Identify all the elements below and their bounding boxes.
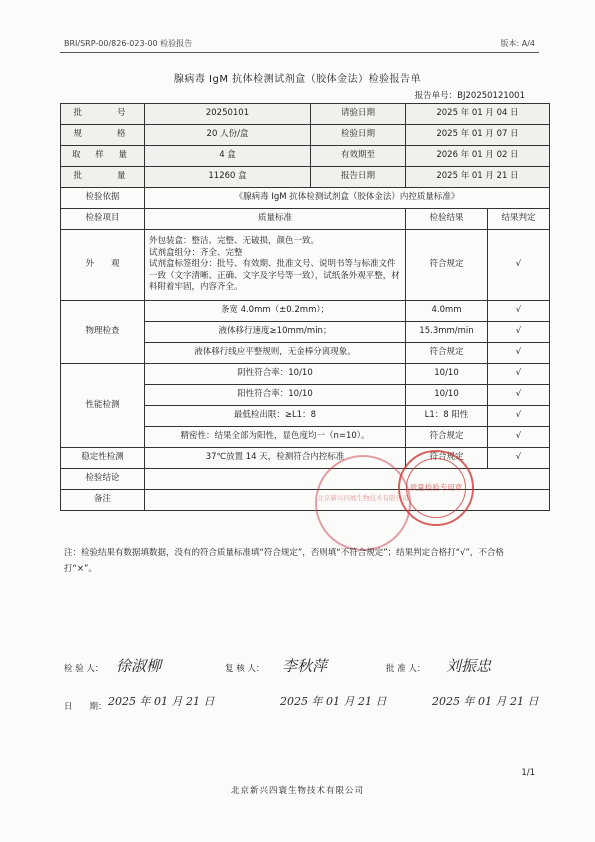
- appearance-standard: 外包装盒：整洁、完整、无破损，颜色一致。 试剂盒组分：齐全、完整 试剂盒标签组分：批号、有效期、批准文号、说明书等与标准文件一致（文字清晰、正确、文字及字号等一致），试纸条外观平整，材料附着牢固，内容齐全。: [145, 230, 406, 301]
- report-date-label: 报告日期: [311, 167, 406, 188]
- stability-standard: 37℃放置 14 天，检测符合内控标准: [145, 448, 406, 469]
- appearance-item: 外 观: [61, 230, 145, 301]
- info-row-3: [61, 146, 550, 167]
- sample-value: 4 盒: [145, 146, 311, 167]
- reviewer-signature: 李秋萍: [282, 657, 328, 675]
- sample-label: 取 样 量: [61, 146, 145, 167]
- basis-value: 《腺病毒 IgM 抗体检测试剂盒（胶体金法）内控质量标准》: [145, 188, 550, 209]
- reviewer-label: 复 核 人：: [225, 664, 265, 674]
- col-judgement: 结果判定: [488, 209, 550, 230]
- physical-standard-1: 条宽 4.0mm（±0.2mm）；: [145, 301, 406, 322]
- physical-standard-3: 液体移行线应平整规则，无金棒分离现象。: [145, 343, 406, 364]
- col-result: 检验结果: [406, 209, 488, 230]
- info-row-4: [61, 167, 550, 188]
- stability-item: 稳定性检测: [61, 448, 145, 469]
- remark-label: 备注: [61, 490, 145, 511]
- performance-standard-4: 精密性：结果全部为阳性，显色度均一（n=10）。: [145, 427, 406, 448]
- inspector-label: 检 验 人：: [64, 664, 104, 674]
- performance-result-4: 符合规定: [406, 427, 488, 448]
- physical-standard-2: 液体移行速度≥10mm/min；: [145, 322, 406, 343]
- expiry-label: 有效期至: [311, 146, 406, 167]
- approver-label: 批 准 人：: [386, 664, 426, 674]
- batch-value: 20250101: [145, 104, 311, 125]
- conclusion-label: 检验结论: [61, 469, 145, 490]
- basis-row: [61, 188, 550, 209]
- doc-version: 版本: A/4: [500, 39, 535, 48]
- approver-signature: 刘振忠: [446, 657, 492, 675]
- performance-judgement-1: √: [488, 364, 550, 385]
- report-date-value: 2025 年 01 月 21 日: [406, 167, 550, 188]
- performance-judgement-4: √: [488, 427, 550, 448]
- company-seal: [315, 455, 411, 551]
- spec-label: 规 格: [61, 125, 145, 146]
- date-label: 日 期：: [64, 702, 107, 712]
- col-item: 检验项目: [61, 209, 145, 230]
- page-number: 1/1: [521, 768, 535, 778]
- footnote: 注：检验结果有数据填数据，没有的符合质量标准填“符合规定”，否则填“不符合规定”；结果判定合格打“√”，不合格打“×”。: [64, 548, 504, 575]
- physical-item: 物理检查: [61, 301, 145, 364]
- spec-value: 20 人份/盒: [145, 125, 311, 146]
- lot-size-value: 11260 盒: [145, 167, 311, 188]
- performance-result-2: 10/10: [406, 385, 488, 406]
- appearance-result: 符合规定: [406, 230, 488, 301]
- appearance-judgement: √: [488, 230, 550, 301]
- physical-judgement-2: √: [488, 322, 550, 343]
- performance-result-1: 10/10: [406, 364, 488, 385]
- column-header-row: [61, 209, 550, 230]
- approver-date: 2025 年 01 月 21 日: [432, 695, 539, 708]
- col-standard: 质量标准: [145, 209, 406, 230]
- info-row-2: [61, 125, 550, 146]
- physical-result-3: 符合规定: [406, 343, 488, 364]
- quality-seal-text: 质量检验专用章: [409, 483, 463, 492]
- report-table: [60, 103, 550, 511]
- physical-judgement-1: √: [488, 301, 550, 322]
- physical-row-1: [61, 301, 550, 322]
- performance-judgement-2: √: [488, 385, 550, 406]
- lot-size-label: 批 量: [61, 167, 145, 188]
- apply-date-value: 2025 年 01 月 04 日: [406, 104, 550, 125]
- physical-result-1: 4.0mm: [406, 301, 488, 322]
- appearance-row: [61, 230, 550, 301]
- header-rule: [60, 52, 539, 53]
- physical-result-2: 15.3mm/min: [406, 322, 488, 343]
- remark-row: [61, 490, 550, 511]
- expiry-value: 2026 年 01 月 02 日: [406, 146, 550, 167]
- batch-label: 批 号: [61, 104, 145, 125]
- report-number: 报告单号：BJ20250121001: [414, 91, 525, 101]
- stability-row: [61, 448, 550, 469]
- report-title: 腺病毒 IgM 抗体检测试剂盒（胶体金法）检验报告单: [173, 74, 422, 85]
- inspector-signature: 徐淑柳: [116, 657, 162, 675]
- performance-standard-3: 最低检出限：≥L1：8: [145, 406, 406, 427]
- performance-standard-2: 阳性符合率：10/10: [145, 385, 406, 406]
- quality-seal: [398, 450, 474, 526]
- inspect-date-value: 2025 年 01 月 07 日: [406, 125, 550, 146]
- stability-result: 符合规定: [406, 448, 488, 469]
- doc-code: BRI/SRP-00/826-023-00 检验报告: [64, 39, 193, 48]
- conclusion-row: [61, 469, 550, 490]
- stability-judgement: √: [488, 448, 550, 469]
- physical-judgement-3: √: [488, 343, 550, 364]
- company-seal-text: 北京新兴四寰生物技术有限公司: [317, 494, 409, 502]
- inspector-date: 2025 年 01 月 21 日: [108, 695, 215, 708]
- performance-item: 性能检测: [61, 364, 145, 448]
- performance-judgement-3: √: [488, 406, 550, 427]
- company-footer: 北京新兴四寰生物技术有限公司: [230, 786, 364, 796]
- reviewer-date: 2025 年 01 月 21 日: [280, 695, 387, 708]
- basis-label: 检验依据: [61, 188, 145, 209]
- inspect-date-label: 检验日期: [311, 125, 406, 146]
- info-row-1: [61, 104, 550, 125]
- performance-standard-1: 阴性符合率：10/10: [145, 364, 406, 385]
- performance-row-1: [61, 364, 550, 385]
- performance-result-3: L1：8 阳性: [406, 406, 488, 427]
- apply-date-label: 请验日期: [311, 104, 406, 125]
